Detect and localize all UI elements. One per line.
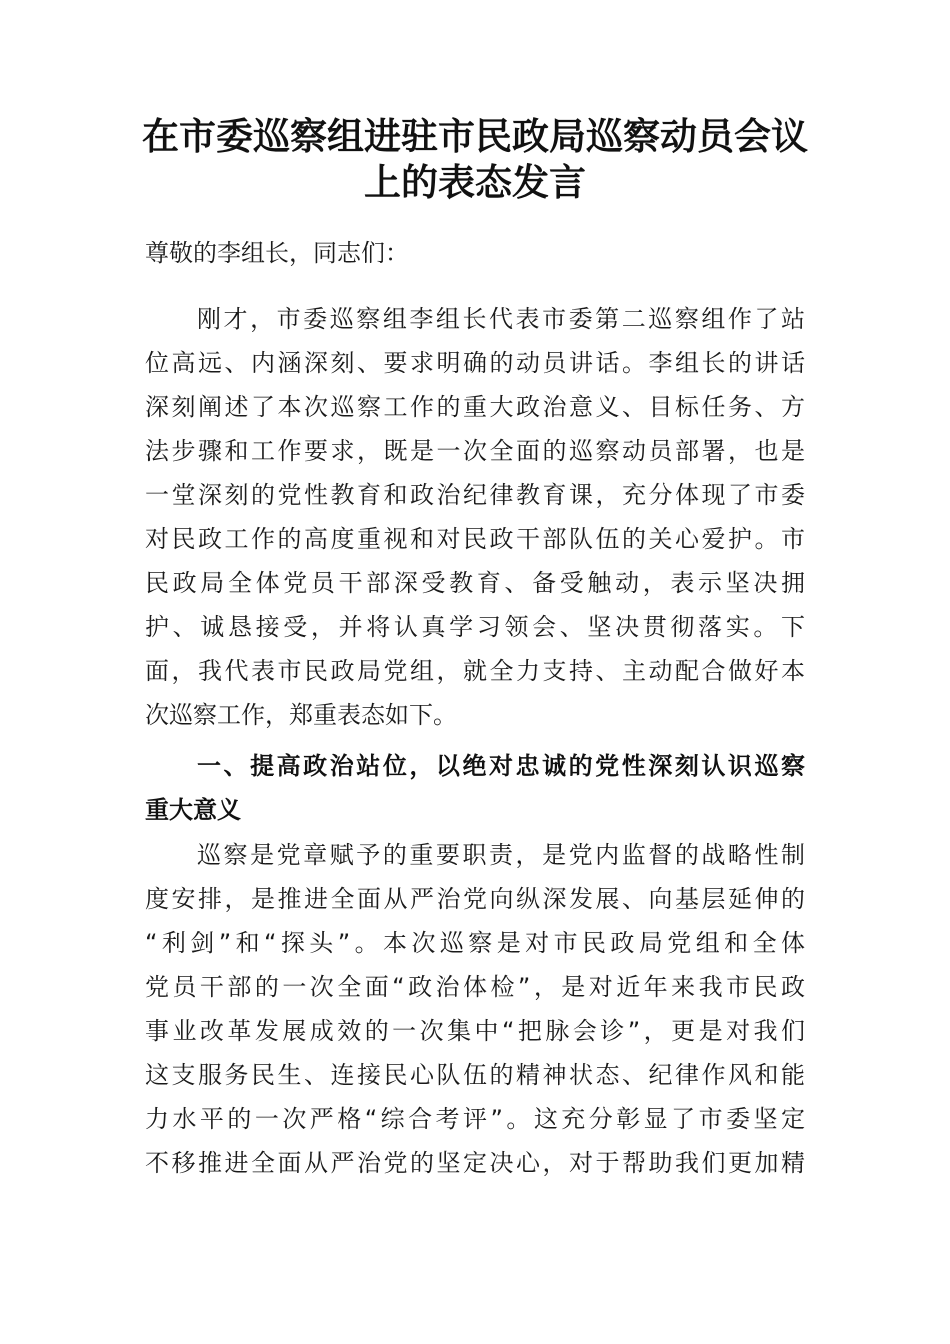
paragraph-2-line: 党员干部的一次全面“政治体检”，是对近年来我市民政 [145,973,805,1001]
paragraph-2-line: 这支服务民生、连接民心队伍的精神状态、纪律作风和能 [145,1061,805,1089]
paragraph-1-line: 深刻阐述了本次巡察工作的重大政治意义、目标任务、方 [145,393,805,421]
paragraph-2-line: 巡察是党章赋予的重要职责，是党内监督的战略性制 [197,841,805,869]
paragraph-2-line: 度安排，是推进全面从严治党向纵深发展、向基层延伸的 [145,885,805,913]
section-heading-1-line: 一、提高政治站位，以绝对忠诚的党性深刻认识巡察 [197,752,805,780]
paragraph-2-line: 事业改革发展成效的一次集中“把脉会诊”，更是对我们 [145,1017,805,1045]
paragraph-1-line: 次巡察工作，郑重表态如下。 [145,701,457,729]
section-heading-1-line: 重大意义 [145,796,241,824]
salutation: 尊敬的李组长，同志们： [145,239,409,267]
paragraph-1-line: 法步骤和工作要求，既是一次全面的巡察动员部署，也是 [145,437,805,465]
paragraph-1-line: 民政局全体党员干部深受教育、备受触动，表示坚决拥 [145,569,805,597]
document-title-line-1: 在市委巡察组进驻市民政局巡察动员会议 [142,114,808,158]
paragraph-2-line: “利剑”和“探头”。本次巡察是对市民政局党组和全体 [145,929,805,957]
paragraph-1-line: 护、诚恳接受，并将认真学习领会、坚决贯彻落实。下 [145,613,805,641]
paragraph-1-line: 一堂深刻的党性教育和政治纪律教育课，充分体现了市委 [145,481,805,509]
paragraph-1-line: 对民政工作的高度重视和对民政干部队伍的关心爱护。市 [145,525,805,553]
paragraph-2-line: 力水平的一次严格“综合考评”。这充分彰显了市委坚定 [145,1105,805,1133]
paragraph-1-line: 位高远、内涵深刻、要求明确的动员讲话。李组长的讲话 [145,349,805,377]
paragraph-1-line: 刚才，市委巡察组李组长代表市委第二巡察组作了站 [197,305,805,333]
document-title-line-2: 上的表态发言 [364,160,586,204]
paragraph-1-line: 面，我代表市民政局党组，就全力支持、主动配合做好本 [145,657,805,685]
paragraph-2-line: 不移推进全面从严治党的坚定决心，对于帮助我们更加精 [145,1149,805,1177]
